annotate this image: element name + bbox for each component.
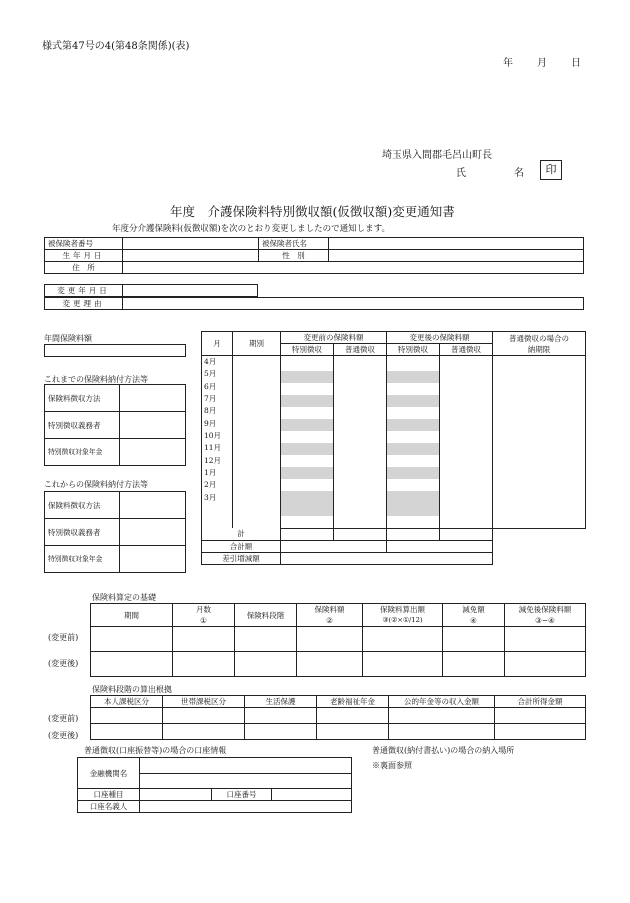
account-number-label: 口座番号 (212, 789, 272, 801)
sex-label: 性 別 (259, 250, 329, 262)
basis-level-header: 保険料段階 (235, 604, 297, 627)
issuer-name: 埼玉県入間郡毛呂山町長 (382, 150, 492, 161)
grounds-total-income-header: 合計所得金額 (495, 696, 586, 708)
month-1: 1月 (204, 468, 217, 478)
grounds-title: 保険料段階の算出根拠 (92, 685, 172, 694)
account-title: 普通徴収(口座振替等)の場合の口座情報 (84, 746, 227, 755)
after-header: 変更後の保険料額 (387, 332, 493, 344)
month-8: 8月 (204, 406, 217, 416)
grounds-row-after (91, 724, 586, 740)
after-ordinary-header: 普通徴収 (440, 344, 493, 356)
basis-row-after (91, 652, 586, 677)
before-special-column (281, 356, 334, 529)
next-method-row: 保険料徴収方法 (45, 492, 120, 519)
diff-value (281, 552, 493, 564)
date-year-label: 年 (503, 58, 513, 69)
prev-method-row: 保険料徴収方法 (45, 385, 120, 412)
next-obligor-value (120, 519, 186, 546)
before-header: 変更前の保険料額 (281, 332, 387, 344)
prev-pension-value (120, 439, 186, 466)
account-type-label: 口座種目 (78, 789, 140, 801)
diff-label: 差引増減額 (202, 552, 281, 564)
level-grounds-table (90, 695, 586, 740)
month-header: 月 (202, 332, 233, 356)
deadline-column (493, 356, 586, 529)
annual-premium-box (44, 344, 186, 357)
grounds-row-after-label: (変更後) (48, 731, 79, 740)
prev-pension-row: 特別徴収対象年金 (45, 439, 120, 466)
month-7: 7月 (204, 394, 217, 404)
document-title: 年度 介護保険料特別徴収額(仮徴収額)変更通知書 (170, 204, 455, 219)
birth-date-value (123, 250, 259, 262)
insured-info-table (44, 237, 584, 274)
basis-reduction-header: 減免額 (443, 604, 505, 616)
grounds-pension-income-header: 公的年金等の収入金額 (389, 696, 495, 708)
basis-final-sub: ③−④ (505, 615, 586, 627)
basis-row-before (91, 627, 586, 652)
annual-premium-label: 年間保険料額 (44, 334, 92, 343)
period-header: 期別 (233, 332, 281, 356)
month-10: 10月 (204, 431, 222, 441)
change-reason-value (123, 298, 584, 310)
month-4: 4月 (204, 357, 217, 366)
after-ordinary-column (440, 356, 493, 529)
account-type-value (140, 789, 212, 801)
total-before-ordinary (334, 528, 387, 540)
basis-months-header: 月数 (173, 604, 235, 616)
deadline-header-line-2: 納期限 (527, 344, 551, 354)
prev-method-value (120, 385, 186, 412)
change-date-value (123, 285, 258, 297)
date-day-label: 日 (571, 58, 581, 69)
change-reason-table (44, 297, 584, 310)
month-6: 6月 (204, 381, 217, 391)
total-after-ordinary (440, 528, 493, 540)
seal-stamp: 印 (540, 160, 562, 180)
basis-calc-header: 保険料算出額 (363, 604, 443, 616)
account-number-value (272, 789, 352, 801)
basis-title: 保険料算定の基礎 (92, 593, 156, 602)
before-ordinary-header: 普通徴収 (334, 344, 387, 356)
month-9: 9月 (204, 418, 217, 428)
deadline-header (493, 332, 586, 356)
month-list (202, 356, 233, 529)
total-blank (493, 528, 586, 540)
month-2: 2月 (204, 480, 217, 490)
sum-label: 合計額 (202, 540, 281, 552)
prev-method-table (44, 384, 186, 466)
basis-reduction-sub: ④ (443, 615, 505, 627)
change-date-label: 変更年月日 (45, 285, 123, 297)
name-label-1: 氏 (456, 168, 466, 179)
address-label: 住 所 (45, 262, 123, 274)
next-method-title: これからの保険料納付方法等 (44, 480, 148, 489)
payment-place-note: ※裏面参照 (372, 761, 412, 770)
basis-row-before-label: (変更前) (48, 633, 79, 642)
basis-row-after-label: (変更後) (48, 659, 79, 668)
sum-after (387, 540, 493, 552)
form-number: 様式第47号の4(第48条関係)(表) (42, 41, 190, 52)
insured-number-value (123, 238, 259, 250)
name-label-2: 名 (514, 168, 524, 179)
account-holder-label: 口座名義人 (78, 801, 140, 813)
total-label: 計 (202, 528, 281, 540)
next-pension-value (120, 546, 186, 573)
sum-before (281, 540, 387, 552)
grounds-household-tax-header: 世帯課税区分 (163, 696, 245, 708)
premium-basis-table (90, 603, 586, 677)
next-pension-row: 特別徴収対象年金 (45, 546, 120, 573)
payment-place-title: 普通徴収(納付書払い)の場合の納入場所 (372, 746, 515, 755)
basis-period-header: 期間 (91, 604, 173, 627)
prev-obligor-value (120, 412, 186, 439)
next-method-table (44, 491, 186, 573)
insured-number-label: 被保険者番号 (45, 238, 123, 250)
basis-final-header: 減免後保険料額 (505, 604, 586, 616)
basis-calc-sub: ③(②×①/12) (363, 615, 443, 627)
grounds-welfare-header: 生活保護 (245, 696, 317, 708)
grounds-row-before-label: (変更前) (48, 714, 79, 723)
next-obligor-row: 特別徴収義務者 (45, 519, 120, 546)
grounds-row-before (91, 708, 586, 724)
month-11: 11月 (204, 443, 222, 453)
diff-blank (493, 552, 586, 564)
period-column (233, 356, 281, 529)
month-5: 5月 (204, 369, 217, 379)
birth-date-label: 生年月日 (45, 250, 123, 262)
bank-name-value (140, 758, 352, 789)
month-3: 3月 (204, 492, 217, 502)
total-after-special (387, 528, 440, 540)
document-subtitle: 年度分介護保険料(仮徴収額)を次のとおり変更しましたので通知します。 (112, 224, 390, 234)
grounds-self-tax-header: 本人課税区分 (91, 696, 163, 708)
prev-obligor-row: 特別徴収義務者 (45, 412, 120, 439)
after-special-column (387, 356, 440, 529)
basis-premium-header: 保険料額 (297, 604, 363, 616)
deadline-header-line-1: 普通徴収の場合の (509, 333, 569, 343)
address-value (123, 262, 584, 274)
monthly-premium-table (201, 331, 586, 565)
insured-name-label: 被保険者氏名 (259, 238, 329, 250)
prev-method-title: これまでの保険料納付方法等 (44, 375, 148, 384)
after-special-header: 特別徴収 (387, 344, 440, 356)
bank-name-label: 金融機関名 (78, 758, 140, 789)
before-ordinary-column (334, 356, 387, 529)
sum-blank (493, 540, 586, 552)
next-method-value (120, 492, 186, 519)
total-before-special (281, 528, 334, 540)
month-12: 12月 (204, 455, 222, 465)
date-month-label: 月 (537, 58, 547, 69)
basis-months-sub: ① (173, 615, 235, 627)
change-reason-label: 変更理由 (45, 298, 123, 310)
sex-value (329, 250, 584, 262)
account-table (77, 757, 352, 813)
before-special-header: 特別徴収 (281, 344, 334, 356)
grounds-old-age-pension-header: 老齢福祉年金 (317, 696, 389, 708)
change-date-table (44, 284, 258, 297)
account-holder-value (140, 801, 352, 813)
basis-premium-sub: ② (297, 615, 363, 627)
insured-name-value (329, 238, 584, 250)
